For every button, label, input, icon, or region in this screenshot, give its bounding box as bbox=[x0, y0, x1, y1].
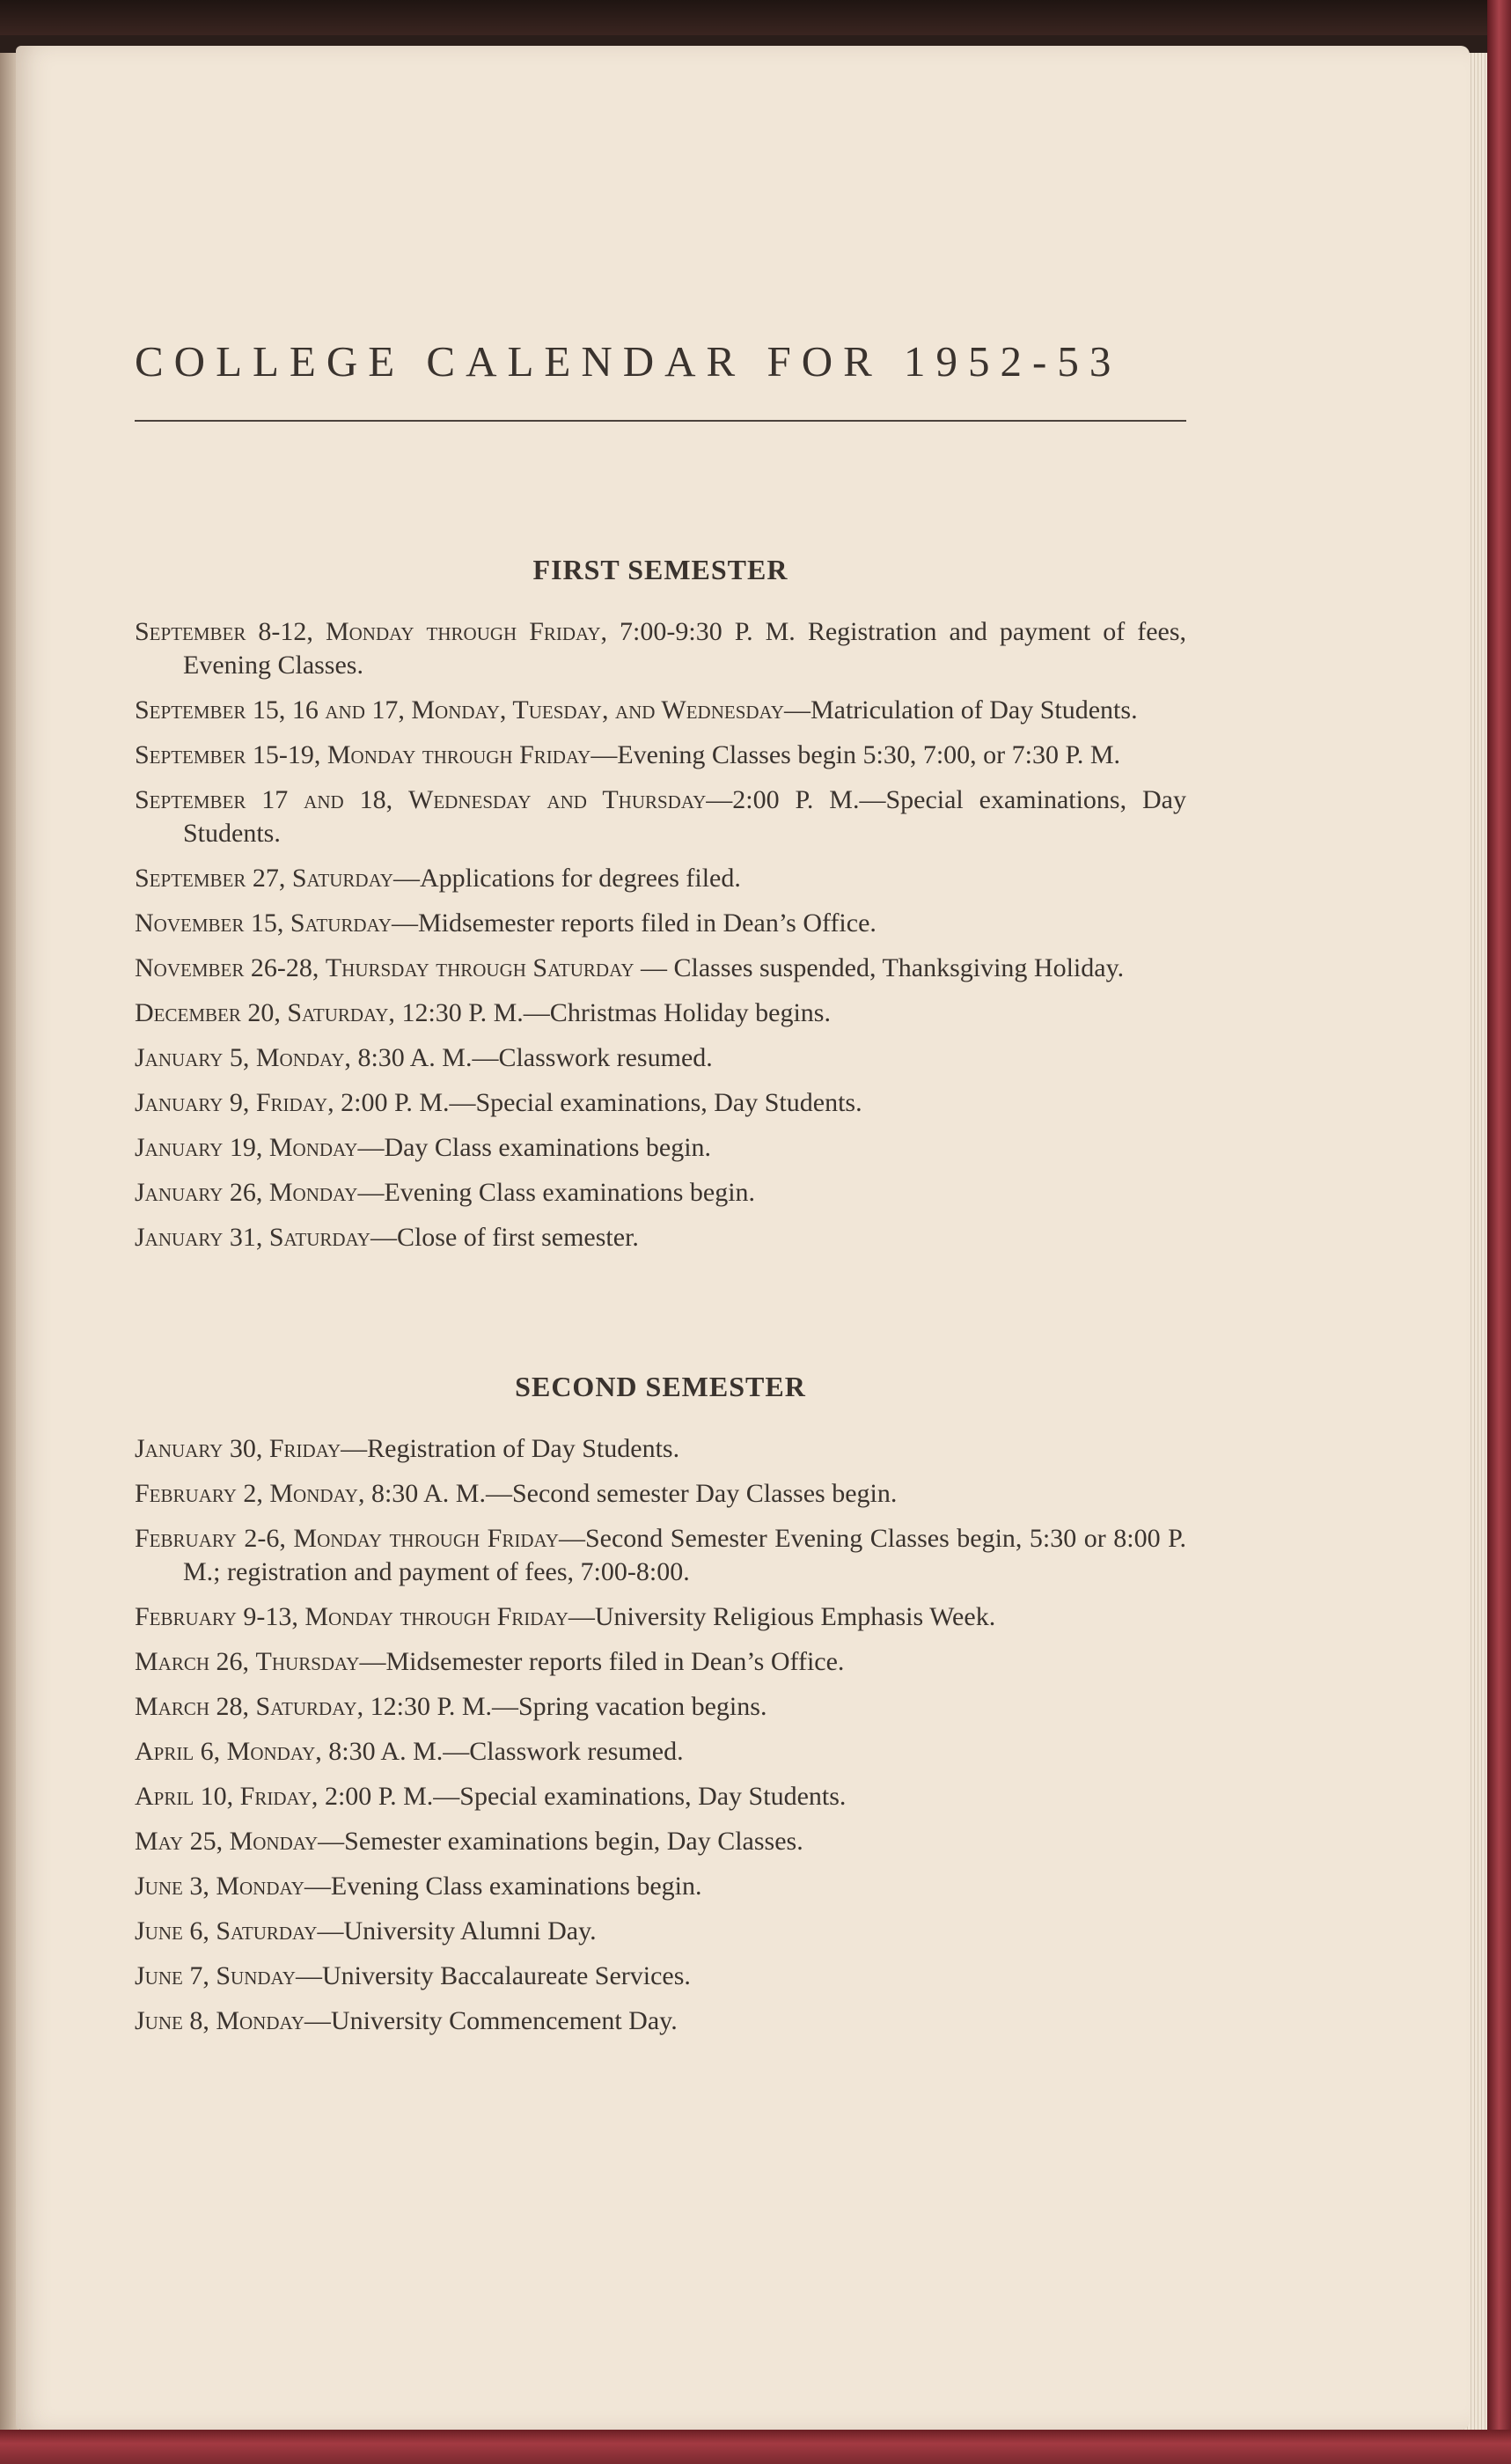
page-content bbox=[135, 336, 1186, 2049]
entry-text: —Close of first semester. bbox=[370, 1223, 639, 1252]
entry-day: Saturday bbox=[290, 908, 392, 938]
entry-date: April 10, bbox=[135, 1782, 234, 1811]
entry-date: January 31, bbox=[135, 1223, 263, 1252]
entry-text: 8:30 A. M.—Second semester Day Classes begin. bbox=[370, 1479, 898, 1508]
calendar-entry bbox=[135, 1432, 1186, 1466]
book-cover-edge bbox=[1487, 0, 1511, 2464]
entry-text: —Matriculation of Day Students. bbox=[783, 695, 1138, 724]
calendar-entry bbox=[135, 1690, 1186, 1724]
entry-day: Monday bbox=[268, 1133, 358, 1162]
entry-text: 12:30 P. M.—Christmas Holiday begins. bbox=[401, 998, 831, 1027]
calendar-entry bbox=[135, 1825, 1186, 1858]
entry-date: November 26-28, bbox=[135, 953, 319, 982]
calendar-entry bbox=[135, 952, 1186, 985]
entry-date: January 9, bbox=[135, 1088, 250, 1117]
book-page bbox=[16, 46, 1470, 2430]
entry-text: —University Alumni Day. bbox=[317, 1916, 597, 1945]
calendar-entry bbox=[135, 1600, 1186, 1634]
entry-day: Thursday bbox=[255, 1647, 360, 1676]
calendar-entry bbox=[135, 615, 1186, 682]
second-semester-heading: SECOND SEMESTER bbox=[515, 1371, 806, 1402]
entry-text: 7:00-9:30 P. M. Registration and payment of fees, Evening Classes. bbox=[183, 617, 1187, 680]
entry-date: February 2-6, bbox=[135, 1524, 286, 1553]
entry-day: Monday through Friday bbox=[293, 1524, 559, 1553]
entry-text: 2:00 P. M.—Special examinations, Day Students. bbox=[341, 1088, 862, 1117]
entry-text: 8:30 A. M.—Classwork resumed. bbox=[357, 1043, 713, 1072]
calendar-entry bbox=[135, 1522, 1186, 1589]
title-rule bbox=[135, 420, 1186, 422]
entry-date: April 6, bbox=[135, 1737, 221, 1766]
entry-text: —University Commencement Day. bbox=[304, 2006, 678, 2035]
entry-text: —Second Semester Evening Classes begin, 5:30 or 8:00 P. M.; registration and payment of fees, 7:00-8:00. bbox=[183, 1524, 1186, 1586]
entry-text: —Evening Class examinations begin. bbox=[304, 1872, 702, 1901]
entry-day: Monday through Friday bbox=[326, 740, 591, 769]
entry-date: June 6, bbox=[135, 1916, 209, 1945]
entry-text: 12:30 P. M.—Spring vacation begins. bbox=[370, 1692, 767, 1721]
first-semester-list bbox=[135, 615, 1186, 1254]
first-semester-heading: FIRST SEMESTER bbox=[532, 554, 789, 585]
entry-day: Monday through Friday bbox=[304, 1602, 568, 1631]
entry-day: Monday through Friday, bbox=[325, 617, 607, 646]
calendar-entry bbox=[135, 783, 1186, 850]
calendar-entry bbox=[135, 694, 1186, 727]
entry-text: —Registration of Day Students. bbox=[341, 1434, 680, 1463]
entry-text: 8:30 A. M.—Classwork resumed. bbox=[328, 1737, 684, 1766]
entry-text: —Midsemester reports filed in Dean’s Office. bbox=[391, 908, 877, 938]
entry-day: Sunday bbox=[216, 1961, 296, 1990]
calendar-entry bbox=[135, 997, 1186, 1030]
calendar-entry bbox=[135, 1176, 1186, 1210]
entry-date: June 7, bbox=[135, 1961, 209, 1990]
entry-date: January 19, bbox=[135, 1133, 263, 1162]
calendar-entry bbox=[135, 1131, 1186, 1165]
entry-day: Saturday bbox=[216, 1916, 318, 1945]
calendar-entry bbox=[135, 1645, 1186, 1679]
entry-day: Saturday, bbox=[255, 1692, 364, 1721]
entry-day: Wednesday and Thursday bbox=[408, 785, 707, 814]
page-title: COLLEGE CALENDAR FOR 1952-53 bbox=[135, 337, 1122, 386]
calendar-entry bbox=[135, 1870, 1186, 1903]
entry-date: January 26, bbox=[135, 1178, 263, 1207]
book-binding-bottom bbox=[0, 2430, 1511, 2464]
entry-text: —2:00 P. M.—Special examinations, Day Students. bbox=[183, 785, 1186, 848]
entry-date: November 15, bbox=[135, 908, 284, 938]
entry-day: Friday, bbox=[239, 1782, 319, 1811]
entry-date: December 20, bbox=[135, 998, 281, 1027]
entry-date: January 30, bbox=[135, 1434, 263, 1463]
entry-text: 2:00 P. M.—Special examinations, Day Students. bbox=[324, 1782, 847, 1811]
calendar-entry bbox=[135, 1221, 1186, 1254]
entry-date: September 15-19, bbox=[135, 740, 321, 769]
entry-date: March 26, bbox=[135, 1647, 250, 1676]
entry-date: June 8, bbox=[135, 2006, 209, 2035]
entry-day: Saturday bbox=[291, 864, 393, 893]
calendar-entry bbox=[135, 1915, 1186, 1948]
entry-text: —Evening Class examinations begin. bbox=[357, 1178, 756, 1207]
entry-text: —University Baccalaureate Services. bbox=[295, 1961, 691, 1990]
entry-date: January 5, bbox=[135, 1043, 250, 1072]
entry-date: September 17 and 18, bbox=[135, 785, 393, 814]
entry-text: —Semester examinations begin, Day Classes. bbox=[318, 1827, 803, 1856]
entry-date: February 2, bbox=[135, 1479, 263, 1508]
entry-date: September 15, 16 and 17, bbox=[135, 695, 405, 724]
entry-date: September 27, bbox=[135, 864, 286, 893]
entry-text: —Midsemester reports filed in Dean’s Office. bbox=[359, 1647, 845, 1676]
entry-day: Monday, bbox=[226, 1737, 322, 1766]
entry-date: March 28, bbox=[135, 1692, 250, 1721]
entry-day: Monday bbox=[216, 2006, 304, 2035]
entry-day: Monday, Tuesday, and Wednesday bbox=[411, 695, 784, 724]
second-semester-list bbox=[135, 1432, 1186, 2038]
calendar-entry bbox=[135, 1735, 1186, 1769]
entry-day: Monday bbox=[216, 1872, 304, 1901]
calendar-entry bbox=[135, 2004, 1186, 2038]
entry-date: May 25, bbox=[135, 1827, 224, 1856]
entry-text: —Applications for degrees filed. bbox=[392, 864, 741, 893]
entry-day: Thursday through Saturday bbox=[325, 953, 634, 982]
calendar-entry bbox=[135, 907, 1186, 940]
calendar-entry bbox=[135, 1041, 1186, 1075]
calendar-entry bbox=[135, 1960, 1186, 1993]
calendar-entry bbox=[135, 739, 1186, 772]
entry-text: —Evening Classes begin 5:30, 7:00, or 7:30 P. M. bbox=[590, 740, 1121, 769]
entry-date: June 3, bbox=[135, 1872, 209, 1901]
entry-day: Saturday, bbox=[287, 998, 395, 1027]
entry-text: —Day Class examinations begin. bbox=[357, 1133, 712, 1162]
calendar-entry bbox=[135, 1477, 1186, 1511]
entry-text: — Classes suspended, Thanksgiving Holiday. bbox=[634, 953, 1125, 982]
entry-day: Monday, bbox=[269, 1479, 365, 1508]
book-binding-top bbox=[0, 0, 1511, 35]
entry-day: Monday bbox=[268, 1178, 358, 1207]
entry-text: —University Religious Emphasis Week. bbox=[568, 1602, 996, 1631]
calendar-entry bbox=[135, 862, 1186, 895]
calendar-entry bbox=[135, 1086, 1186, 1120]
entry-day: Monday, bbox=[255, 1043, 351, 1072]
entry-day: Friday, bbox=[255, 1088, 334, 1117]
calendar-entry bbox=[135, 1780, 1186, 1813]
entry-date: September 8-12, bbox=[135, 617, 313, 646]
entry-day: Monday bbox=[229, 1827, 319, 1856]
entry-date: February 9-13, bbox=[135, 1602, 298, 1631]
entry-day: Friday bbox=[268, 1434, 341, 1463]
entry-day: Saturday bbox=[268, 1223, 370, 1252]
